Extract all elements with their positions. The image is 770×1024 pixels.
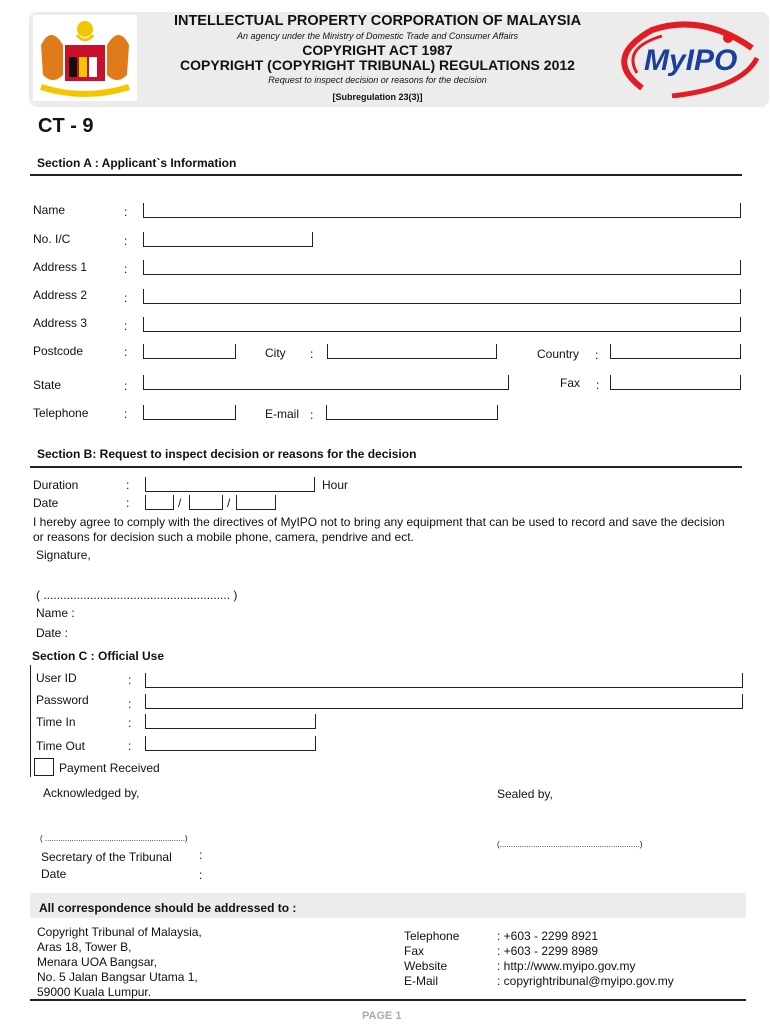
address1-field[interactable] [143,260,741,275]
city-label: City [265,346,286,360]
page-number: PAGE 1 [362,1010,402,1022]
password-field[interactable] [145,694,743,709]
section-b-title: Section B: Request to inspect decision or reasons for the decision [37,447,417,461]
email-label: E-mail [265,407,300,421]
contact-label: Fax [404,944,425,958]
telephone-field[interactable] [143,405,236,420]
contact-value: : +603 - 2299 8989 [497,944,599,958]
country-field[interactable] [610,344,741,359]
postcode-label: Postcode [33,344,84,358]
time-in-label: Time In [36,715,76,729]
name-label: Name [33,203,66,217]
agency-line: An agency under the Ministry of Domestic Trade and Consumer Affairs [236,31,519,41]
malaysia-coat-of-arms-icon [33,15,137,101]
fax-field[interactable] [610,375,741,390]
password-label: Password [36,693,89,707]
divider [30,174,742,176]
colon: : [124,291,128,305]
time-in-field[interactable] [145,714,316,729]
city-field[interactable] [327,344,497,359]
telephone-label: Telephone [33,406,89,420]
agreement-text: I hereby agree to comply with the directives of MyIPO not to bring any equipment that can be used to record and save the decision or reasons for decision such a mobile phone, camera, pendrive and ect. [33,515,725,544]
address3-label: Address 3 [33,316,88,330]
duration-field[interactable] [145,477,315,492]
address-line: No. 5 Jalan Bangsar Utama 1, [37,970,198,984]
time-out-label: Time Out [36,739,85,753]
state-field[interactable] [143,375,509,390]
section-c-title: Section C : Official Use [32,649,165,663]
address-line: 59000 Kuala Lumpur. [37,985,152,999]
email-field[interactable] [326,405,498,420]
colon: : [126,478,130,492]
payment-received-checkbox[interactable] [34,758,54,776]
colon: : [128,673,132,687]
postcode-field[interactable] [143,344,236,359]
divider [30,999,746,1001]
colon: : [199,848,203,862]
contact-value: : +603 - 2299 8921 [497,929,599,943]
correspondence-title: All correspondence should be addressed to : [39,901,297,915]
country-label: Country [537,347,580,361]
contact-label: E-Mail [404,974,439,988]
signature-label: Signature, [36,548,91,562]
user-id-label: User ID [36,671,77,685]
address1-label: Address 1 [33,260,88,274]
purpose-line: Request to inspect decision or reasons for the decision [268,75,487,85]
address3-field[interactable] [143,317,741,332]
date-year-field[interactable] [236,495,276,510]
ic-field[interactable] [143,232,313,247]
acknowledged-label: Acknowledged by, [43,786,140,800]
colon: : [124,205,128,219]
secretary-signature-line: ( ...............................................................) [40,834,188,843]
name-line: Name : [36,606,75,620]
colon: : [124,234,128,248]
address-line: Copyright Tribunal of Malaysia, [37,925,202,939]
colon: : [596,378,600,392]
date-day-field[interactable] [145,495,174,510]
address-line: Menara UOA Bangsar, [37,955,158,969]
address2-label: Address 2 [33,288,88,302]
colon: : [124,345,128,359]
act-title: COPYRIGHT ACT 1987 [302,42,453,58]
address-line: Aras 18, Tower B, [37,940,132,954]
myipo-logo-text: MyIPO [644,44,738,77]
signature-line: ( ........................................................ ) [36,588,238,602]
regulations-title: COPYRIGHT (COPYRIGHT TRIBUNAL) REGULATIONS 2012 [180,57,575,73]
state-label: State [33,378,62,392]
duration-label: Duration [33,478,79,492]
fax-label: Fax [560,376,581,390]
colon: : [126,496,130,510]
user-id-field[interactable] [145,673,743,688]
seal-line: (...............................................................) [497,840,643,849]
form-code: CT - 9 [38,115,94,137]
date-month-field[interactable] [189,495,223,510]
contact-label: Telephone [404,929,460,943]
colon: : [128,739,132,753]
date-line: Date : [36,626,69,640]
colon: : [124,262,128,276]
contact-label: Website [404,959,448,973]
colon: : [128,716,132,730]
colon: : [199,868,203,882]
time-out-field[interactable] [145,736,316,751]
secretary-label: Secretary of the Tribunal [41,850,172,864]
ic-label: No. I/C [33,232,71,246]
colon: : [124,379,128,393]
hour-label: Hour [322,478,349,492]
colon: : [124,319,128,333]
subregulation: [Subregulation 23(3)] [332,92,423,102]
name-field[interactable] [143,203,741,218]
slash: / [178,496,182,510]
colon: : [310,347,314,361]
colon: : [310,408,314,422]
myipo-logo [612,18,762,98]
email-link[interactable]: : copyrightribunal@myipo.gov.my [497,974,674,988]
section-a-title: Section A : Applicant`s Information [37,156,237,170]
slash: / [227,496,231,510]
address2-field[interactable] [143,289,741,304]
official-use-box [30,665,31,777]
colon: : [595,348,599,362]
colon: : [128,697,132,711]
colon: : [124,407,128,421]
payment-received-label: Payment Received [59,761,160,775]
secretary-date-label: Date [41,867,67,881]
date-label: Date [33,496,59,510]
website-link[interactable]: : http://www.myipo.gov.my [497,959,636,973]
sealed-label: Sealed by, [497,787,553,801]
divider [30,466,742,468]
org-name: INTELLECTUAL PROPERTY CORPORATION OF MALAYSIA [173,13,582,29]
